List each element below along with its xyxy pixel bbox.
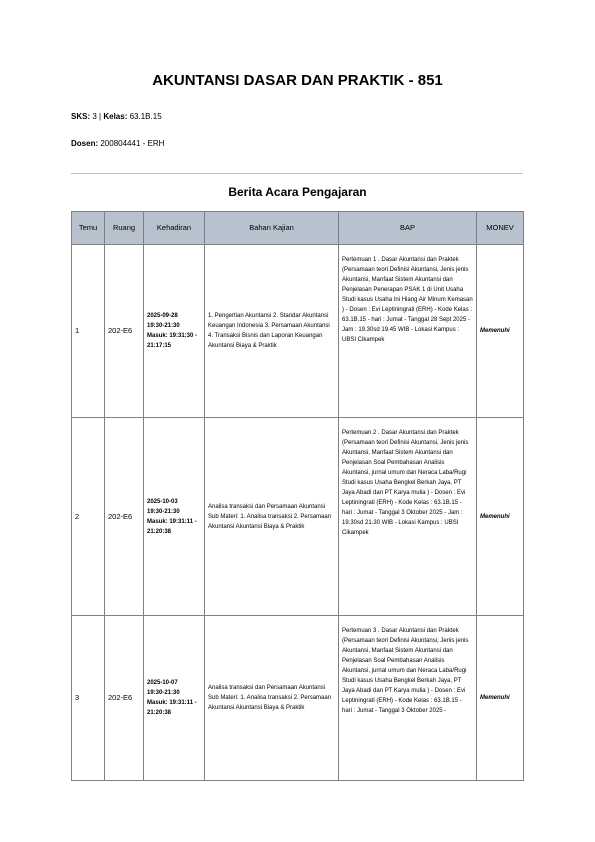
cell-kehadiran bbox=[144, 245, 205, 418]
kelas-label: Kelas: bbox=[103, 112, 128, 121]
cell-bahan-kajian: Analisa transaksi dan Persamaan Akuntansi Sub Materi: 1. Analisa transaksi 2. Persamaan Akuntansi Akuntansi Biaya & Praktik bbox=[205, 616, 339, 781]
cell-monev: Memenuhi bbox=[477, 418, 524, 616]
col-header-ruang: Ruang bbox=[105, 212, 144, 245]
cell-ruang: 202-E6 bbox=[105, 616, 144, 781]
cell-bahan-kajian: 1. Pengertian Akuntansi 2. Standar Akuntansi Keuangan Indonesia 3. Persamaan Akuntansi 4. Transaksi Bisnis dan Laporan Keuangan Akuntansi Biaya & Praktik bbox=[205, 245, 339, 418]
page-title: AKUNTANSI DASAR DAN PRAKTIK - 851 bbox=[152, 72, 443, 89]
cell-monev: Memenuhi bbox=[477, 245, 524, 418]
kehadiran-masuk: Masuk: 19:31:30 - 21:17:15 bbox=[147, 333, 198, 349]
cell-bap: Pertemuan 2 . Dasar Akuntansi dan Praktek (Persamaan teori Definisi Akuntansi, Jenis jenis Akuntansi, Manfaat Sistem Akuntansi dan Penjelasan Soal Pembahasan Analisis Akuntansi, jurnal umum dan Neraca Laba/Rugi Studi kasus Usaha Bengkel Berkah Jaya, PT Jaya Abadi dan PT Karya mulia ) - Dosen : Evi Leptiningrati (ERH) - Kode Kelas : 63.1B.15 - hari : Jumat - Tanggal 3 Oktober 2025 - Jam : 19.30sd 21.30 WIB - Lokasi Kampus : UBSI Cikampek bbox=[339, 418, 477, 616]
cell-monev: Memenuhi bbox=[477, 616, 524, 781]
kehadiran-date: 2025-09-28 bbox=[147, 313, 178, 319]
course-meta bbox=[71, 112, 162, 121]
cell-kehadiran bbox=[144, 616, 205, 781]
kehadiran-time: 19:30-21:30 bbox=[147, 323, 180, 329]
col-header-monev: MONEV bbox=[477, 212, 524, 245]
sks-value: 3 bbox=[92, 112, 97, 121]
col-header-bahan-kajian: Bahan Kajian bbox=[205, 212, 339, 245]
section-title: Berita Acara Pengajaran bbox=[228, 185, 367, 199]
col-header-bap: BAP bbox=[339, 212, 477, 245]
cell-temu: 3 bbox=[72, 616, 105, 781]
meta-separator: | bbox=[99, 112, 102, 121]
kehadiran-time: 19:30-21:30 bbox=[147, 508, 180, 515]
cell-bahan-kajian: Analisa transaksi dan Persamaan Akuntansi Sub Materi: 1. Analisa transaksi 2. Persamaan Akuntansi Akuntansi Biaya & Praktik bbox=[205, 418, 339, 616]
kelas-value: 63.1B.15 bbox=[129, 112, 162, 121]
table-row bbox=[72, 245, 524, 418]
lecturer-meta bbox=[71, 139, 164, 148]
divider bbox=[71, 173, 523, 174]
cell-ruang: 202-E6 bbox=[105, 245, 144, 418]
bap-table bbox=[71, 211, 524, 781]
col-header-kehadiran: Kehadiran bbox=[144, 212, 205, 245]
kehadiran-masuk: Masuk: 19:31:11 - 21:20:38 bbox=[147, 700, 197, 716]
cell-bap: Pertemuan 1 . Dasar Akuntansi dan Praktek (Persamaan teori Definisi Akuntansi, Jenis jenis Akuntansi, Manfaat Sistem Akuntansi dan Penjelasan Penerapan PSAK 1 di Unit Usaha Studi kasus Usaha Ini Hiang Air Minum Kemasan ) - Dosen : Evi Leptiningrati (ERH) - Kode Kelas : 63.1B.15 - hari : Jumat - Tanggal 28 Sept 2025 - Jam : 19.30sd 19.45 WIB - Lokasi Kampus : UBSI Cikampek bbox=[339, 245, 477, 418]
table-row bbox=[72, 616, 524, 781]
dosen-label: Dosen: bbox=[71, 139, 99, 148]
table-row bbox=[72, 418, 524, 616]
table-header-row bbox=[72, 212, 524, 245]
cell-bap: Pertemuan 3 . Dasar Akuntansi dan Praktek (Persamaan teori Definisi Akuntansi, Jenis jenis Akuntansi, Manfaat Sistem Akuntansi dan Penjelasan Soal Pembahasan Analisis Akuntansi, jurnal umum dan Neraca Laba/Rugi Studi kasus Usaha Bengkel Berkah Jaya, PT Jaya Abadi dan PT Karya mulia ) - Dosen : Evi Leptiningrati (ERH) - Kode Kelas : 63.1B.15 - hari : Jumat - Tanggal 3 Oktober 2025 - bbox=[339, 616, 477, 781]
cell-kehadiran bbox=[144, 418, 205, 616]
cell-ruang: 202-E6 bbox=[105, 418, 144, 616]
cell-temu: 2 bbox=[72, 418, 105, 616]
kehadiran-date: 2025-10-07 bbox=[147, 680, 178, 686]
kehadiran-masuk: Masuk: 19:31:11 - 21:20:38 bbox=[147, 518, 197, 535]
cell-temu: 1 bbox=[72, 245, 105, 418]
sks-label: SKS: bbox=[71, 112, 91, 121]
dosen-value: 200804441 - ERH bbox=[100, 139, 165, 148]
col-header-temu: Temu bbox=[72, 212, 105, 245]
kehadiran-time: 19:30-21:30 bbox=[147, 690, 180, 696]
kehadiran-date: 2025-10-03 bbox=[147, 498, 178, 505]
